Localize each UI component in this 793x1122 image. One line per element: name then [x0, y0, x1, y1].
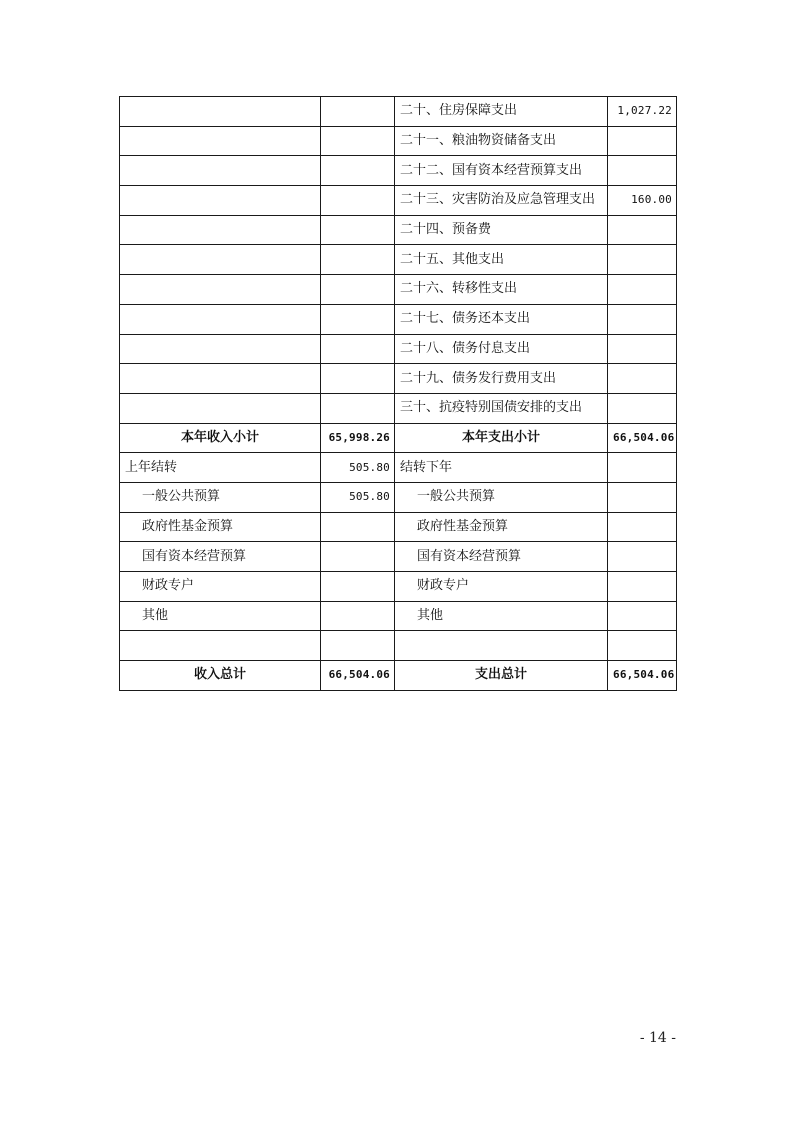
carry-item-row: [120, 512, 677, 542]
table-row: [120, 245, 677, 275]
carry-out-item-label: 财政专户: [395, 572, 608, 602]
income-label-cell: [120, 186, 321, 216]
empty-cell: [321, 631, 395, 661]
carry-item-row: [120, 542, 677, 572]
expense-label-cell: 二十二、国有资本经营预算支出: [395, 156, 608, 186]
table-row: [120, 186, 677, 216]
expense-value-cell: [608, 126, 677, 156]
income-label-cell: [120, 156, 321, 186]
empty-cell: [608, 631, 677, 661]
table-row: [120, 304, 677, 334]
carry-in-value: 505.80: [321, 453, 395, 483]
carry-in-item-label: 其他: [120, 601, 321, 631]
expense-total-label: 支出总计: [395, 661, 608, 691]
expense-label-cell: 二十、住房保障支出: [395, 97, 608, 127]
carry-in-item-label: 国有资本经营预算: [120, 542, 321, 572]
income-subtotal-value: 65,998.26: [321, 423, 395, 453]
carry-out-item-value: [608, 482, 677, 512]
income-value-cell: [321, 97, 395, 127]
carry-out-label: 结转下年: [395, 453, 608, 483]
carry-out-item-label: 其他: [395, 601, 608, 631]
expense-label-cell: 二十一、粮油物资储备支出: [395, 126, 608, 156]
income-value-cell: [321, 275, 395, 305]
table-row: [120, 364, 677, 394]
table-row: [120, 275, 677, 305]
income-value-cell: [321, 186, 395, 216]
table-row: [120, 334, 677, 364]
expense-subtotal-value: 66,504.06: [608, 423, 677, 453]
income-value-cell: [321, 156, 395, 186]
expense-value-cell: 1,027.22: [608, 97, 677, 127]
carry-item-row: [120, 572, 677, 602]
carry-in-label: 上年结转: [120, 453, 321, 483]
income-label-cell: [120, 304, 321, 334]
table-row: [120, 393, 677, 423]
carry-in-item-value: [321, 512, 395, 542]
expense-label-cell: 三十、抗疫特别国债安排的支出: [395, 393, 608, 423]
expense-label-cell: 二十四、预备费: [395, 215, 608, 245]
carry-item-row: [120, 601, 677, 631]
budget-table: [119, 96, 677, 691]
income-value-cell: [321, 334, 395, 364]
table-row: [120, 156, 677, 186]
carry-out-item-label: 国有资本经营预算: [395, 542, 608, 572]
expense-value-cell: [608, 245, 677, 275]
income-value-cell: [321, 304, 395, 334]
total-row: [120, 661, 677, 691]
expense-total-value: 66,504.06: [608, 661, 677, 691]
carry-out-value: [608, 453, 677, 483]
expense-value-cell: [608, 304, 677, 334]
carry-out-item-label: 一般公共预算: [395, 482, 608, 512]
carry-in-item-label: 财政专户: [120, 572, 321, 602]
carry-row: [120, 453, 677, 483]
expense-value-cell: [608, 275, 677, 305]
carry-in-item-value: [321, 542, 395, 572]
empty-cell: [120, 631, 321, 661]
table-row: [120, 97, 677, 127]
carry-out-item-label: 政府性基金预算: [395, 512, 608, 542]
income-total-label: 收入总计: [120, 661, 321, 691]
income-label-cell: [120, 364, 321, 394]
carry-out-item-value: [608, 601, 677, 631]
expense-value-cell: 160.00: [608, 186, 677, 216]
expense-label-cell: 二十六、转移性支出: [395, 275, 608, 305]
empty-row: [120, 631, 677, 661]
expense-value-cell: [608, 393, 677, 423]
expense-value-cell: [608, 364, 677, 394]
carry-out-item-value: [608, 572, 677, 602]
income-label-cell: [120, 275, 321, 305]
income-total-value: 66,504.06: [321, 661, 395, 691]
income-label-cell: [120, 97, 321, 127]
carry-in-item-value: [321, 572, 395, 602]
expense-value-cell: [608, 215, 677, 245]
table-row: [120, 126, 677, 156]
income-label-cell: [120, 126, 321, 156]
page-number: - 14 -: [639, 1030, 676, 1046]
expense-value-cell: [608, 156, 677, 186]
income-label-cell: [120, 215, 321, 245]
expense-value-cell: [608, 334, 677, 364]
expense-label-cell: 二十七、债务还本支出: [395, 304, 608, 334]
income-value-cell: [321, 393, 395, 423]
income-label-cell: [120, 334, 321, 364]
income-value-cell: [321, 215, 395, 245]
carry-in-item-value: 505.80: [321, 482, 395, 512]
carry-in-item-value: [321, 601, 395, 631]
income-value-cell: [321, 126, 395, 156]
subtotal-row: [120, 423, 677, 453]
income-label-cell: [120, 245, 321, 275]
expense-label-cell: 二十八、债务付息支出: [395, 334, 608, 364]
carry-in-item-label: 一般公共预算: [120, 482, 321, 512]
income-value-cell: [321, 245, 395, 275]
income-subtotal-label: 本年收入小计: [120, 423, 321, 453]
carry-in-item-label: 政府性基金预算: [120, 512, 321, 542]
empty-cell: [395, 631, 608, 661]
expense-label-cell: 二十九、债务发行费用支出: [395, 364, 608, 394]
expense-label-cell: 二十三、灾害防治及应急管理支出: [395, 186, 608, 216]
income-value-cell: [321, 364, 395, 394]
income-label-cell: [120, 393, 321, 423]
expense-subtotal-label: 本年支出小计: [395, 423, 608, 453]
carry-out-item-value: [608, 512, 677, 542]
carry-out-item-value: [608, 542, 677, 572]
carry-item-row: [120, 482, 677, 512]
table-row: [120, 215, 677, 245]
expense-label-cell: 二十五、其他支出: [395, 245, 608, 275]
